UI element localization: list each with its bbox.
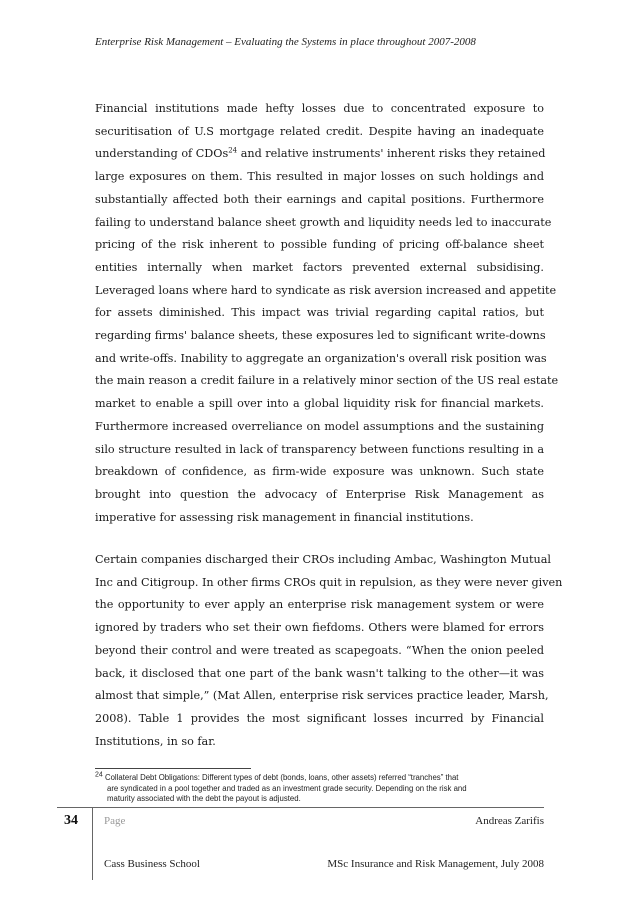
course-info: MSc Insurance and Risk Management, July 2008 — [327, 858, 544, 870]
text-line: securitisation of U.S mortgage related credit. Despite having an inadequate — [95, 124, 544, 138]
text-line: ignored by traders who set their own fiefdoms. Others were blamed for errors — [95, 621, 544, 635]
text-line: Certain companies discharged their CROs including Ambac, Washington Mutual — [95, 553, 551, 566]
text-line: almost that simple,” (Mat Allen, enterprise risk services practice leader, Marsh, — [95, 689, 549, 703]
text-line: back, it disclosed that one part of the bank wasn't talking to the other—it was — [95, 666, 544, 680]
text-line: imperative for assessing risk management in financial institutions. — [95, 510, 474, 524]
text-line: the main reason a credit failure in a relatively minor section of the US real estate — [95, 374, 559, 388]
text-line: failing to understand balance sheet growth and liquidity needs led to inaccurate — [95, 215, 552, 229]
footnote-line: $^{24}$ Collateral Debt Obligations: Different types of debt (bonds, loans, other assets) referred “tranches” that — [95, 771, 459, 782]
text-line: Inc and Citigroup. In other firms CROs quit in repulsion, as they were never given — [95, 575, 563, 589]
text-line: silo structure resulted in lack of transparency between functions resulting in a — [95, 442, 544, 456]
footnote-number: 24 — [95, 771, 103, 779]
text-line: Financial institutions made hefty losses due to concentrated exposure to — [95, 102, 544, 115]
footnote — [95, 773, 545, 805]
text-line: beyond their control and were treated as scapegoats. “When the onion peeled — [95, 643, 544, 657]
text-line: 2008). Table 1 provides the most significant losses incurred by Financial — [95, 711, 544, 725]
running-header: Enterprise Risk Management – Evaluating the Systems in place throughout 2007-2008 — [95, 36, 476, 48]
text-line: breakdown of confidence, as firm-wide exposure was unknown. Such state — [95, 465, 544, 479]
text-line: large exposures on them. This resulted in major losses on such holdings and — [95, 170, 544, 184]
text-line: entities internally when market factors prevented external subsidising. — [95, 260, 544, 274]
text-line: regarding firms' balance sheets, these exposures led to significant write-downs — [95, 329, 546, 343]
text-line: the opportunity to ever apply an enterprise risk management system or were — [95, 598, 544, 612]
text-line: and write-offs. Inability to aggregate an organization's overall risk position was — [95, 351, 547, 365]
footnote-line: maturity associated with the debt the payout is adjusted. — [107, 794, 301, 803]
text-line: pricing of the risk inherent to possible funding of pricing off-balance sheet — [95, 238, 544, 252]
text-line: Institutions, in so far. — [95, 734, 216, 748]
paragraph-2 — [95, 549, 563, 753]
footnote-line: are syndicated in a pool together and traded as an investment grade security. Depending on the risk and — [107, 783, 467, 793]
text-line: substantially affected both their earnings and capital positions. Furthermore — [95, 192, 544, 206]
text-line: understanding of CDOs$^{24}$ and relative instruments' inherent risks they retained — [95, 146, 546, 161]
text-line: Leveraged loans where hard to syndicate as risk aversion increased and appetite — [95, 283, 557, 297]
footnote-reference[interactable]: 24 — [228, 146, 238, 155]
footer-vertical-divider — [92, 808, 93, 880]
text-line: Furthermore increased overreliance on model assumptions and the sustaining — [95, 419, 544, 433]
author-name: Andreas Zarifis — [475, 815, 544, 827]
school-name: Cass Business School — [104, 858, 200, 870]
page-number: 34 — [64, 813, 78, 828]
footnote-divider — [95, 768, 251, 769]
page-label: Page — [104, 815, 126, 827]
text-line: market to enable a spill over into a global liquidity risk for financial markets. — [95, 397, 544, 411]
text-line: brought into question the advocacy of Enterprise Risk Management as — [95, 487, 544, 501]
paragraph-1 — [95, 98, 559, 529]
footer-divider — [57, 807, 544, 808]
text-line: for assets diminished. This impact was trivial regarding capital ratios, but — [95, 306, 544, 320]
